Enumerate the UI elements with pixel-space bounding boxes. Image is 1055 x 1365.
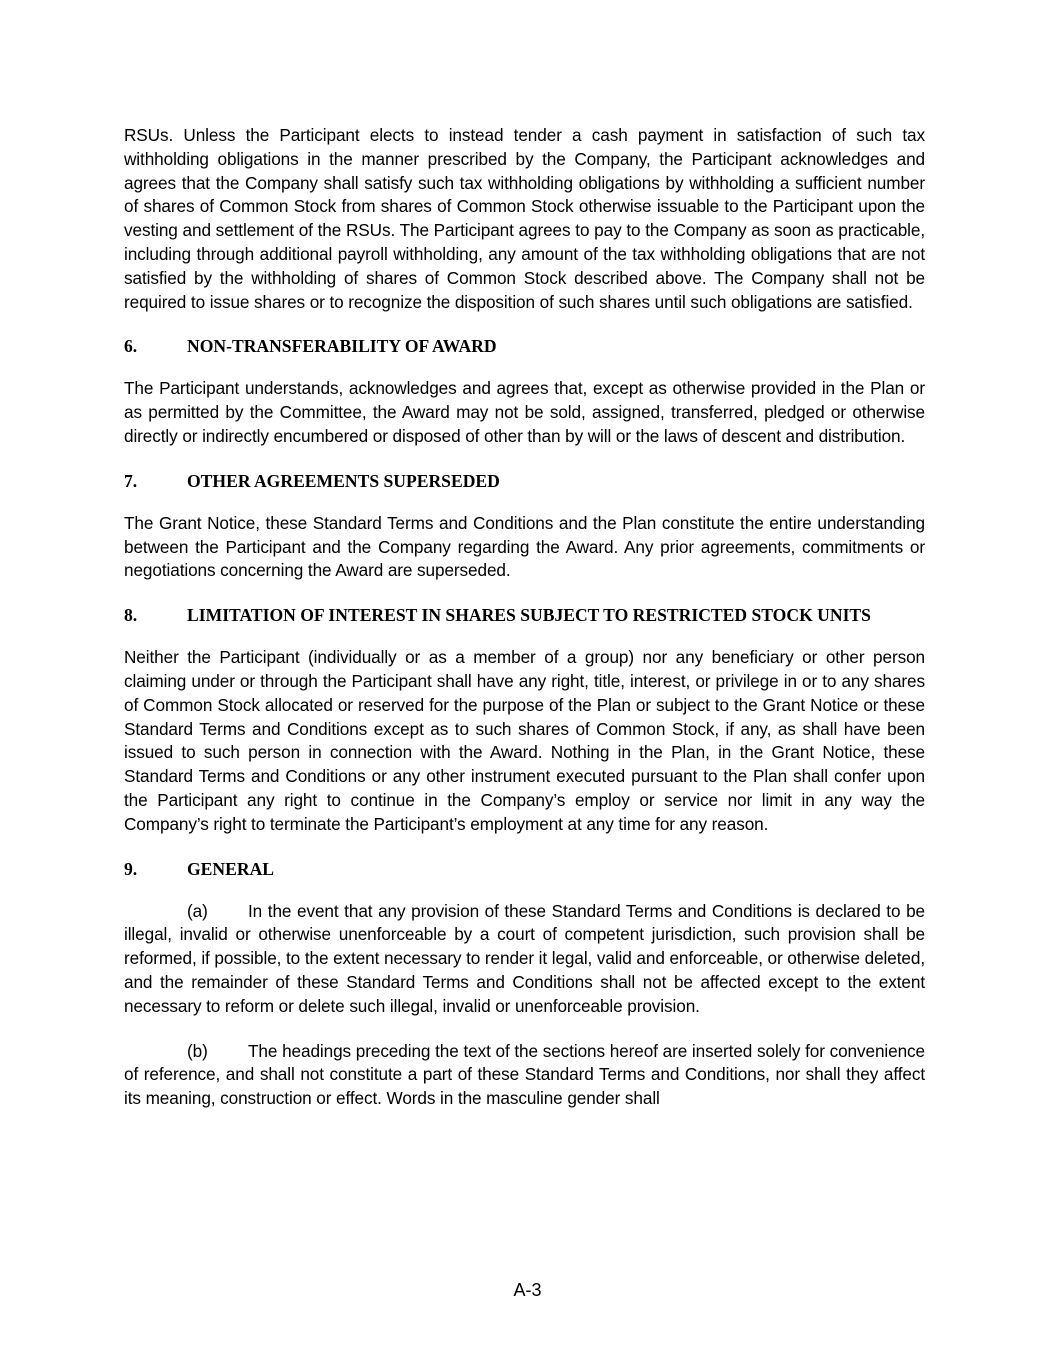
section-7-heading bbox=[124, 471, 925, 491]
section-9-subsection-b bbox=[124, 1040, 925, 1111]
section-7-body: The Grant Notice, these Standard Terms and Conditions and the Plan constitute the entire understanding between the Participant and the Company regarding the Award. Any prior agreements, commitments or negotiations concerning the Award are superseded. bbox=[124, 512, 925, 581]
section-title: NON-TRANSFERABILITY OF AWARD bbox=[187, 336, 497, 357]
section-number: 8. bbox=[124, 605, 138, 626]
subsection-text: In the event that any provision of these Standard Terms and Conditions is declared to be illegal, invalid or otherwise unenforceable by a court of competent jurisdiction, such provision shall be reformed, if possible, to the extent necessary to render it legal, valid and enforceable, or otherwise deleted, and the remainder of these Standard Terms and Conditions shall not be affected except to the extent necessary to reform or delete such illegal, invalid or unenforceable provision. bbox=[124, 900, 925, 1016]
subsection-text: The headings preceding the text of the sections hereof are inserted solely for convenience of reference, and shall not constitute a part of these Standard Terms and Conditions, nor shall they affect its meaning, construction or effect. Words in the masculine gender shall bbox=[124, 1040, 925, 1109]
section-title: GENERAL bbox=[187, 858, 275, 879]
document-page bbox=[124, 124, 925, 1111]
section-number: 6. bbox=[124, 336, 138, 357]
section-8-heading bbox=[124, 605, 925, 625]
section-title: LIMITATION OF INTEREST IN SHARES SUBJECT TO RESTRICTED STOCK UNITS bbox=[187, 605, 871, 626]
page-number: A-3 bbox=[513, 1280, 542, 1300]
section-9-heading bbox=[124, 859, 925, 879]
section-6-heading bbox=[124, 336, 925, 356]
section-8-body: Neither the Participant (individually or as a member of a group) nor any beneficiary or other person claiming under or through the Participant shall have any right, title, interest, or privilege in or to any shares of Common Stock allocated or reserved for the purpose of the Plan or subject to the Grant Notice or these Standard Terms and Conditions except as to such shares of Common Stock, if any, as shall have been issued to such person in connection with the Award. Nothing in the Plan, in the Grant Notice, these Standard Terms and Conditions or any other instrument executed pursuant to the Plan shall confer upon the Participant any right to continue in the Company’s employ or service nor limit in any way the Company’s right to terminate the Participant’s employment at any time for any reason. bbox=[124, 647, 925, 834]
subsection-label: (b) bbox=[187, 1040, 208, 1061]
section-number: 9. bbox=[124, 858, 138, 879]
subsection-label: (a) bbox=[187, 900, 208, 921]
section-number: 7. bbox=[124, 470, 138, 491]
section-6-body: The Participant understands, acknowledges and agrees that, except as otherwise provided in the Plan or as permitted by the Committee, the Award may not be sold, assigned, transferred, pledged or otherwise directly or indirectly encumbered or disposed of other than by will or the laws of descent and distribution. bbox=[124, 378, 925, 446]
section-title: OTHER AGREEMENTS SUPERSEDED bbox=[187, 470, 500, 491]
paragraph-tax-withholding-continued: RSUs. Unless the Participant elects to instead tender a cash payment in satisfaction of such tax withholding obligations in the manner prescribed by the Company, the Participant acknowledges and agrees that the Company shall satisfy such tax withholding obligations by withholding a sufficient number of shares of Common Stock from shares of Common Stock otherwise issuable to the Participant upon the vesting and settlement of the RSUs. The Participant agrees to pay to the Company as soon as practicable, including through additional payroll withholding, any amount of the tax withholding obligations that are not satisfied by the withholding of shares of Common Stock described above. The Company shall not be required to issue shares or to recognize the disposition of such shares until such obligations are satisfied. bbox=[124, 125, 925, 312]
section-9-subsection-a bbox=[124, 900, 925, 1019]
